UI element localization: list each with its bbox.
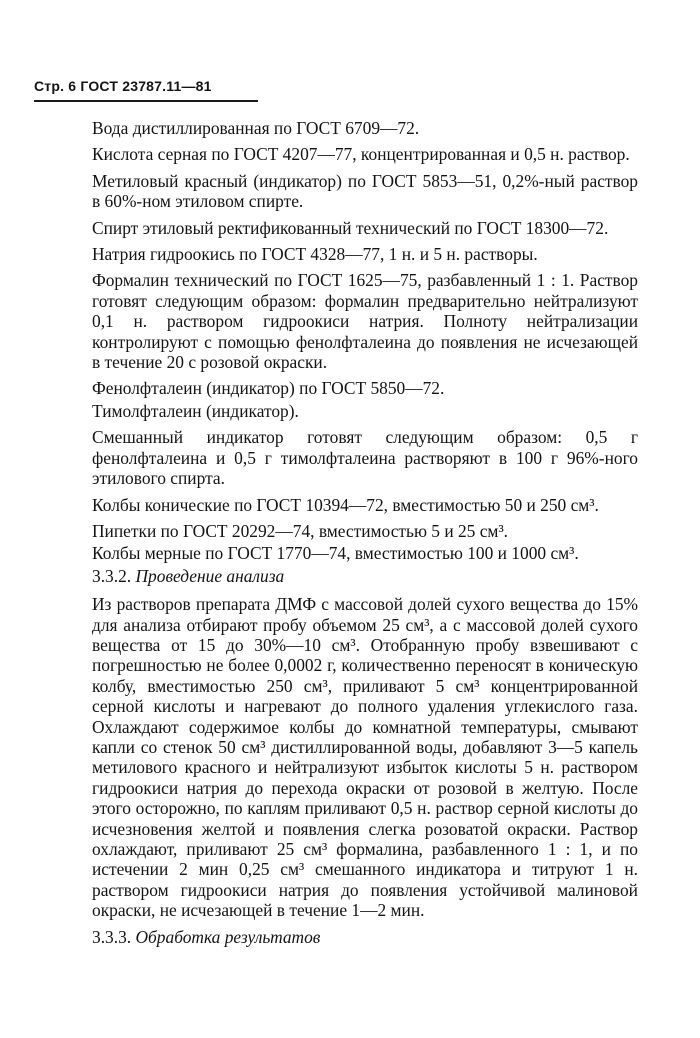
section-title: Обработка результатов: [135, 926, 321, 947]
header-rule: [34, 100, 258, 102]
document-body: [92, 118, 638, 955]
paragraph-pipettes: Пипетки по ГОСТ 20292—74, вместимостью 5 и 25 см³.: [92, 520, 508, 541]
section-number: 3.3.3.: [92, 926, 132, 947]
paragraph-water: Вода дистиллированная по ГОСТ 6709—72.: [92, 118, 420, 138]
section-number: 3.3.2.: [92, 565, 132, 586]
section-heading-3-3-2: [92, 566, 638, 586]
paragraph-thymolphthalein: Тимолфталеин (индикатор).: [92, 400, 299, 421]
paragraph-ethyl-alcohol: Спирт этиловый ректификованный технический по ГОСТ 18300—72.: [92, 217, 609, 238]
paragraph-formalin: Формалин технический по ГОСТ 1625—75, разбавленный 1 : 1. Раствор готовят следующим образом: формалин предварительно нейтрализуют 0,1 н. раствором гидроокиси натрия. Полноту нейтрализации контролируют с помощью фенолфталеина до появления не исчезающей в течение 20 с розовой окраски.: [92, 270, 638, 373]
section-heading-3-3-3: [92, 927, 638, 947]
paragraph-sulfuric-acid: Кислота серная по ГОСТ 4207—77, концентрированная и 0,5 н. раствор.: [92, 144, 630, 165]
paragraph-methyl-red: Метиловый красный (индикатор) по ГОСТ 5853—51, 0,2%-ный раствор в 60%-ном этиловом спирте.: [92, 170, 638, 212]
paragraph-volumetric-flasks: Колбы мерные по ГОСТ 1770—74, вместимостью 100 и 1000 см³.: [92, 543, 579, 564]
paragraph-analysis-procedure: Из растворов препарата ДМФ с массовой долей сухого вещества до 15% для анализа отбирают пробу объемом 25 см³, а с массовой долей сухого вещества от 15 до 30%—10 см³. Отобранную пробу взвешивают с погрешностью не более 0,0002 г, количественно переносят в коническую колбу, вместимостью 250 см³, приливают 5 см³ концентрированной серной кислоты и нагревают до полного удаления углекислого газа. Охлаждают содержимое колбы до комнатной температуры, смывают капли со стенок 50 см³ дистиллированной воды, добавляют 3—5 капель метилового красного и нейтрализуют избыток кислоты 5 н. раствором гидроокиси натрия до перехода окраски от розовой в желтую. После этого осторожно, по каплям приливают 0,5 н. раствор серной кислоты до исчезновения желтой и появления слегка розоватой окраски. Раствор охлаждают, приливают 25 см³ формалина, разбавленного 1 : 1, и по истечении 2 мин 0,25 см³ смешанного индикатора и титруют 1 н. раствором гидроокиси натрия до появления устойчивой малиновой окраски, не исчезающей в течение 1—2 мин.: [92, 594, 638, 921]
paragraph-sodium-hydroxide: Натрия гидроокись по ГОСТ 4328—77, 1 н. и 5 н. растворы.: [92, 244, 538, 265]
paragraph-mixed-indicator: Смешанный индикатор готовят следующим образом: 0,5 г фенолфталеина и 0,5 г тимолфталеина растворяют в 100 г 96%-ного этилового спирта.: [92, 427, 638, 489]
section-title: Проведение анализа: [135, 565, 285, 586]
paragraph-phenolphthalein: Фенолфталеин (индикатор) по ГОСТ 5850—72.: [92, 378, 445, 399]
page-header: Стр. 6 ГОСТ 23787.11—81: [34, 78, 212, 94]
paragraph-conical-flasks: Колбы конические по ГОСТ 10394—72, вместимостью 50 и 250 см³.: [92, 494, 599, 515]
